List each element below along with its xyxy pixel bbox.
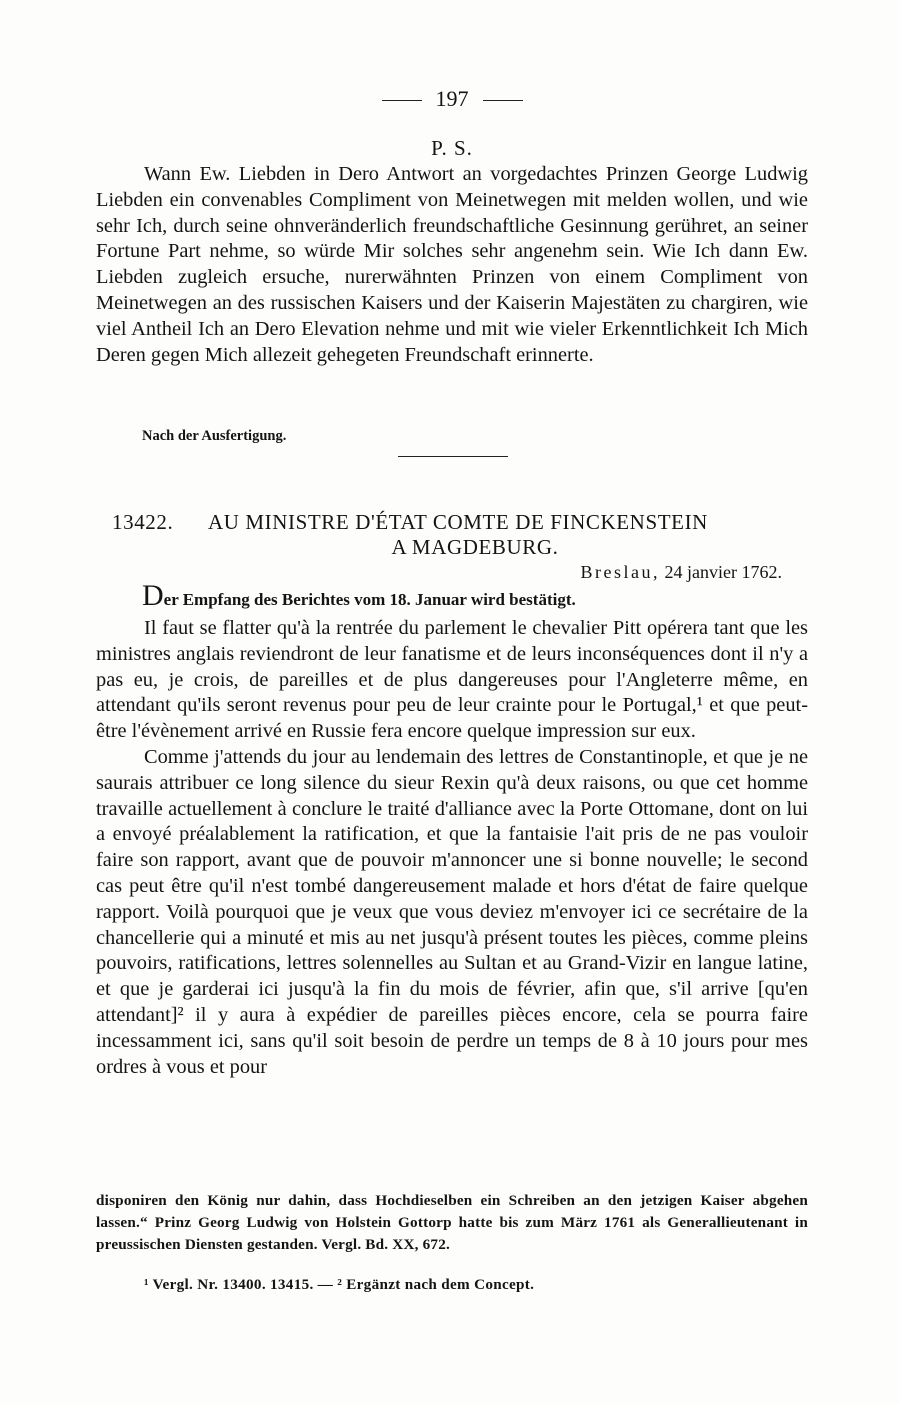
place-date <box>581 562 782 583</box>
document-number: 13422. <box>112 510 174 534</box>
letter-body <box>96 616 808 1080</box>
document-heading <box>112 510 808 560</box>
letter-paragraph-1: Il faut se flatter qu'à la rentrée du parlement le chevalier Pitt opérera tant que les ministres anglais reviendront de leur fanatisme et de leurs inconséquences dont il n'y a pas eu, je crois, de pareilles et de plus dangereuses pour l'Angleterre même, en attendant qu'ils seront revenus pour peu de leur crainte pour le Portugal,¹ et que peut-être l'évènement arrivé en Russie fera encore quelque impression sur eux. <box>96 617 808 743</box>
header-dash-left <box>382 100 422 101</box>
section-divider <box>398 456 508 457</box>
document-summary <box>142 579 576 612</box>
source-note: Nach der Ausfertigung. <box>142 428 287 444</box>
document-title-line1: AU MINISTRE D'ÉTAT COMTE DE FINCKENSTEIN <box>208 510 708 534</box>
document-place: Breslau, <box>580 562 661 582</box>
ps-heading: P. S. <box>431 136 473 160</box>
page-header <box>96 86 808 116</box>
ps-body <box>96 162 808 368</box>
summary-initial: D <box>142 579 164 612</box>
document-date: 24 janvier 1762. <box>664 562 782 582</box>
summary-text: er Empfang des Berichtes vom 18. Januar wird bestätigt. <box>163 590 576 609</box>
footnotes: ¹ Vergl. Nr. 13400. 13415. — ² Ergänzt nach dem Concept. <box>144 1276 535 1293</box>
ps-paragraph: Wann Ew. Liebden in Dero Antwort an vorgedachtes Prinzen George Ludwig Liebden ein convenables Compliment von Meinetwegen mit melden wollen, und wie sehr Ich, durch seine ohnveränderlich freundschaftliche Gesinnung gerühret, an seiner Fortune Part nehme, so würde Mir solches sehr angenehm sein. Wie Ich dann Ew. Liebden zugleich ersuche, nurerwähnten Prinzen von einem Compliment von Meinetwegen an des russischen Kaisers und der Kaiserin Majestäten zu chargiren, wie viel Antheil Ich an Dero Elevation nehme und mit wie vieler Erkenntlichkeit Ich Mich Deren gegen Mich allezeit gehegeten Freundschaft erinnerte. <box>96 163 808 366</box>
header-dash-right <box>483 100 523 101</box>
footnote-continued: disponiren den König nur dahin, dass Hochdieselben ein Schreiben an den jetzigen Kaiser abgehen lassen.“ Prinz Georg Ludwig von Holstein Gottorp hatte bis zum März 1761 als Generallieutenant in preussischen Diensten gestanden. Vergl. Bd. XX, 672. <box>96 1192 808 1253</box>
page-number: 197 <box>435 86 469 111</box>
letter-paragraph-2: Comme j'attends du jour au lendemain des lettres de Constantinople, et que je ne saurais attribuer ce long silence du sieur Rexin qu'à deux raisons, ou que cet homme travaille actuellement à conclure le traité d'alliance avec la Porte Ottomane, dont on lui a envoyé préalablement la ratification, et que la fantaisie l'ait pris de ne pas vouloir faire son rapport, avant que de pouvoir m'annoncer une si bonne nouvelle; le second cas peut être qu'il n'est tombé dangereusement malade et hors d'état de faire quelque rapport. Voilà pourquoi que je veux que vous deviez m'envoyer ici ce secrétaire de la chancellerie qui a minuté et mis au net jusqu'à présent toutes les pièces, comme pleins pouvoirs, ratifications, lettres solennelles au Sultan et au Grand-Vizir en langue latine, et que je garderai ici jusqu'à la fin du mois de février, afin que, s'il arrive [qu'en attendant]² il y aura à expédier de pareilles pièces encore, cela se pourra faire incessamment ici, sans qu'il soit besoin de perdre un temps de 8 à 10 jours pour mes ordres à vous et pour <box>96 745 808 1078</box>
document-title-line2: A MAGDEBURG. <box>391 535 559 559</box>
